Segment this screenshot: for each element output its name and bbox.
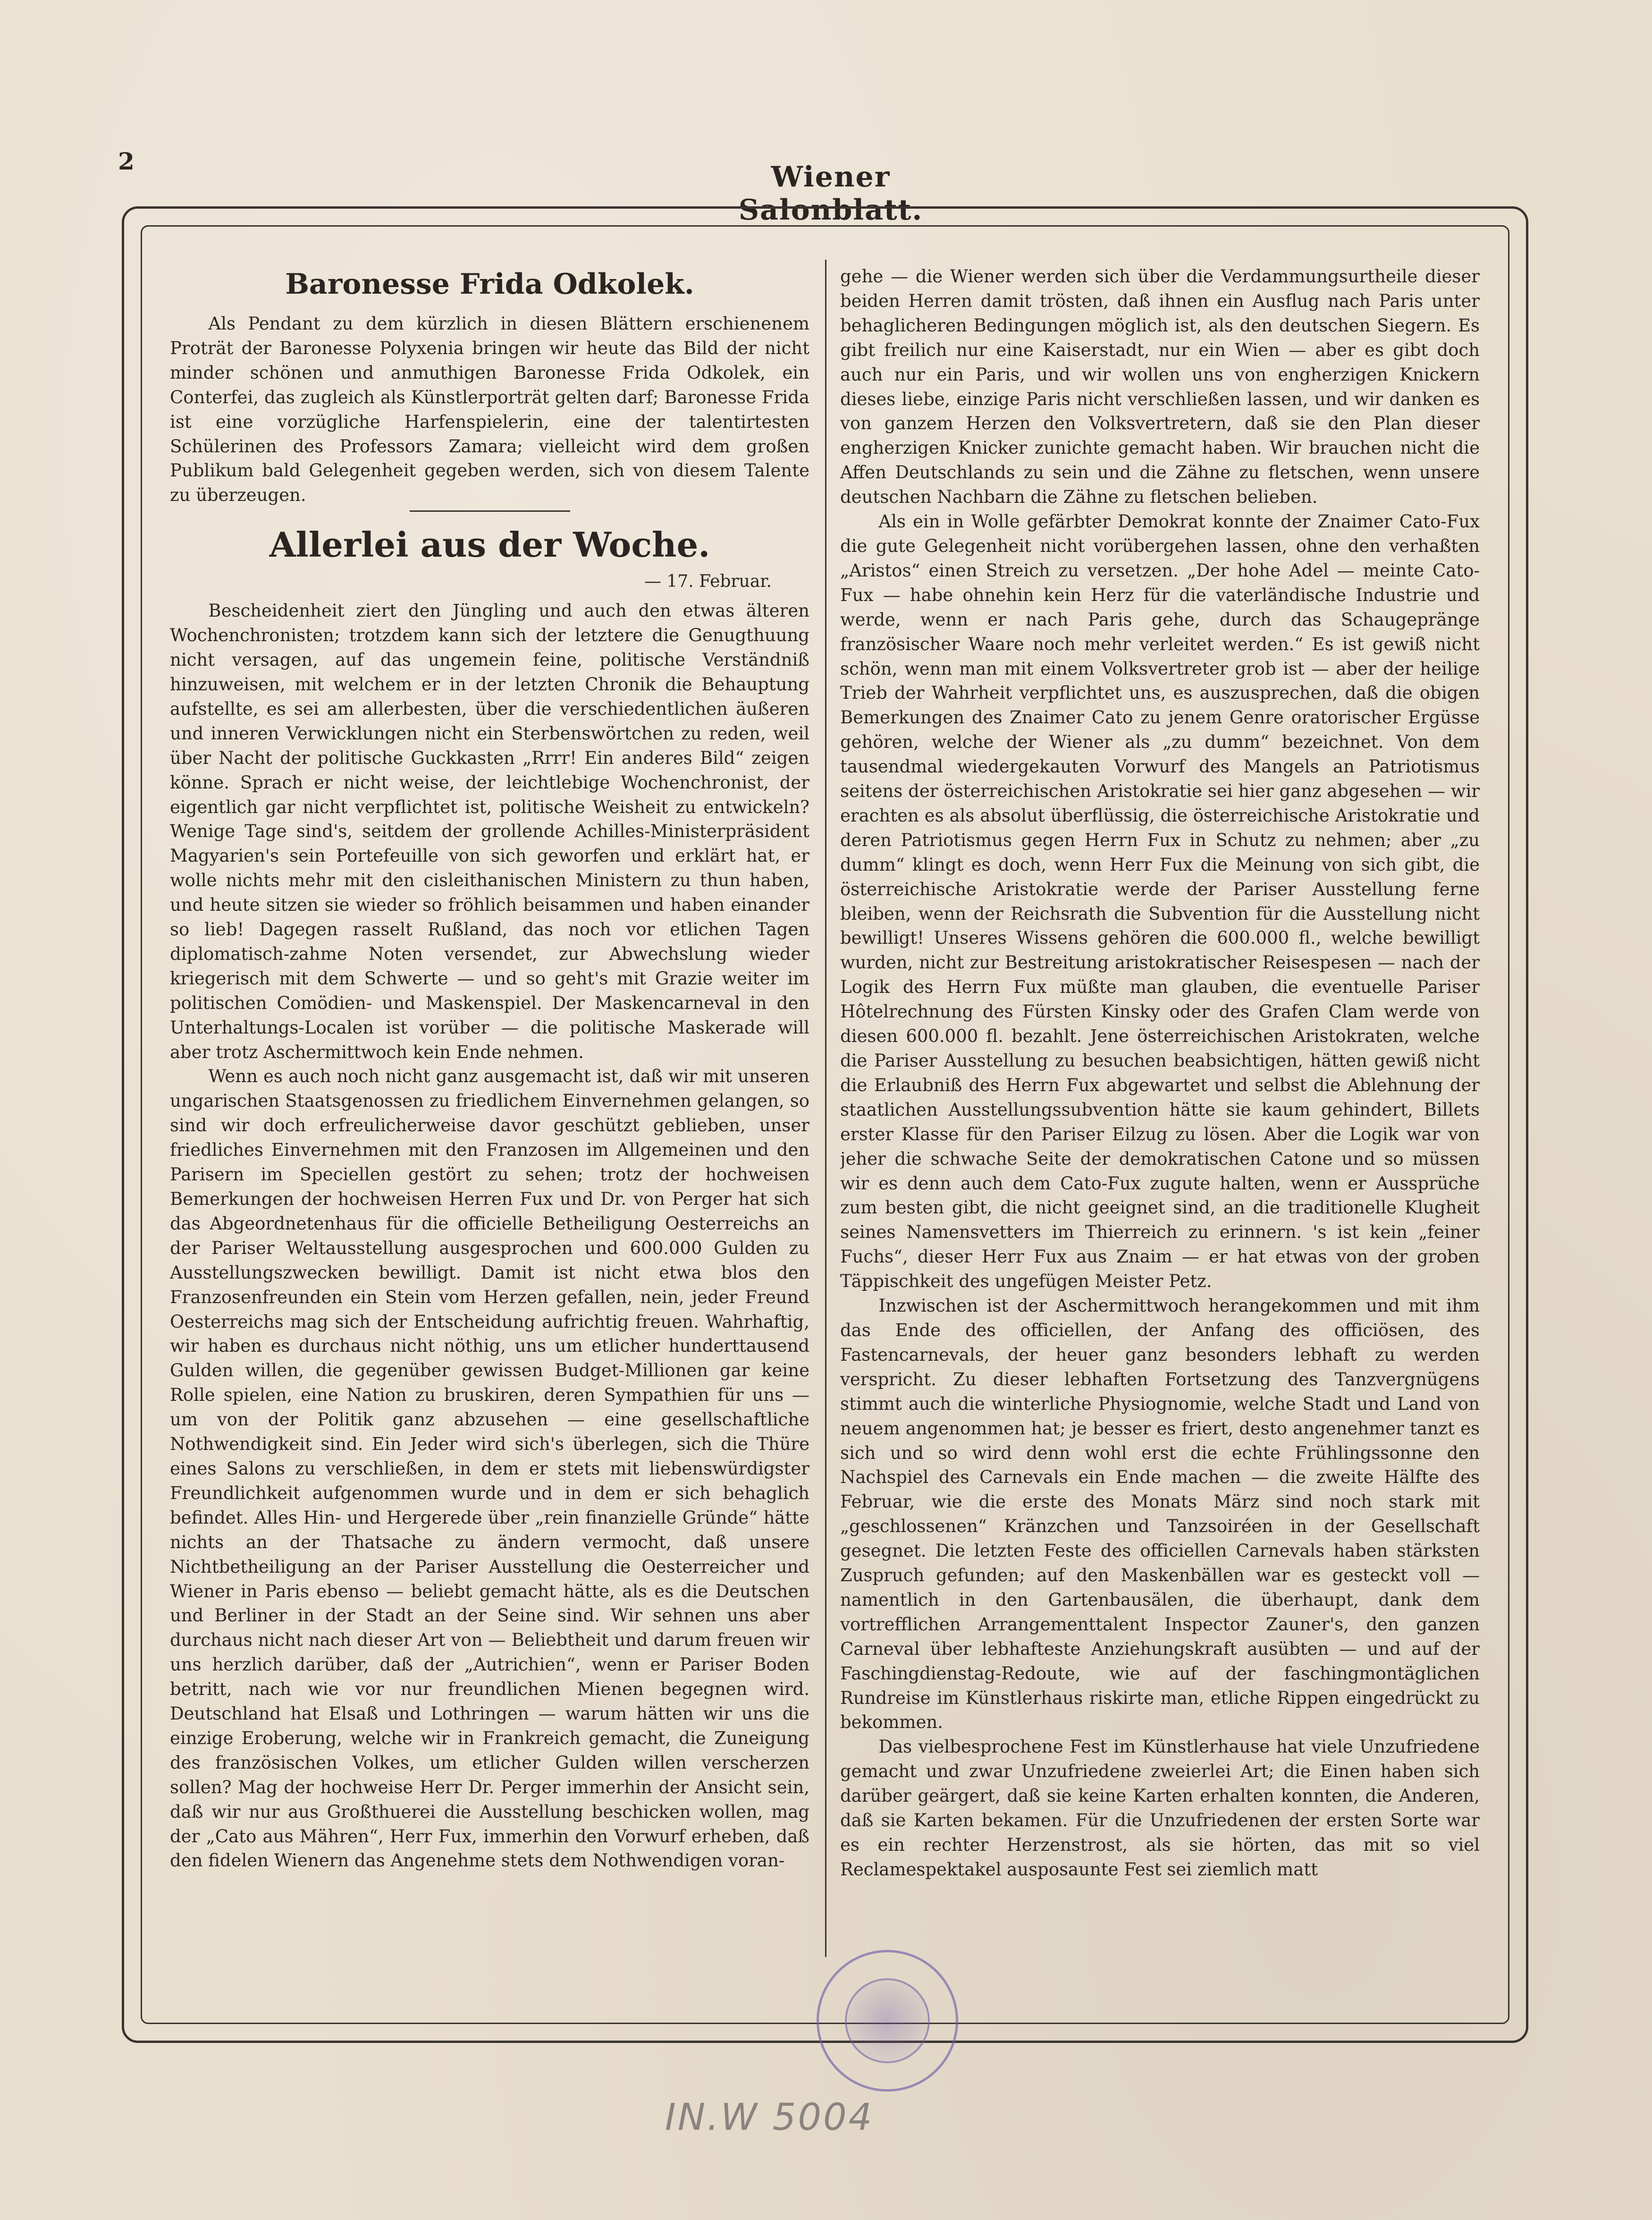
article-paragraph: gehe — die Wiener werden sich über die Verdammungsurtheile dieser beiden Herren damit trösten, daß ihnen ein Ausflug nach Paris unter behaglicheren Bedingungen möglich ist, als den deutschen Siegern. Es gibt freilich nur eine Kaiserstadt, nur ein Wien — aber es gibt doch auch nur ein Paris, und wir wollen uns von engherzigen Knickern dieses liebe, einzige Paris nicht verschließen lassen, und wir danken es von ganzem Herzen den Volksvertretern, daß sie den Plan dieser engherzigen Knicker zunichte gemacht haben. Wir brauchen nicht die Affen Deutschlands zu sein und die Zähne zu fletschen, wenn unsere deutschen Nachbarn die Zähne zu fletschen belieben. — [840, 266, 1480, 508]
article-paragraph: Als ein in Wolle gefärbter Demokrat konnte der Znaimer Cato-Fux die gute Gelegenheit nicht vorübergehen lassen, ohne den verhaßten „Aristos“ einen Streich zu versetzen. „Der hohe Adel — meinte Cato-Fux — habe ohnehin kein Herz für die vaterländische Industrie und werde, wenn er nach Paris gehe, durch das Schaugepränge französischer Waare noch mehr verleitet werden.“ Es ist gewiß nicht schön, wenn man mit einem Volksvertreter grob ist — aber der heilige Trieb der Wahrheit verpflichtet uns, es auszusprechen, daß die obigen Bemerkungen des Znaimer Cato zu jenem Genre oratorischer Ergüsse gehören, welche der Wiener als „zu dumm“ bezeichnet. Von dem tausendmal wiedergekauten Vorwurf des Mangels an Patriotismus seitens der österreichischen Aristokratie sei hier ganz abgesehen — wir erachten es als absolut überflüssig, die österreichische Aristokratie und deren Patriotismus gegen Herrn Fux in Schutz zu nehmen; aber „zu dumm“ klingt es doch, wenn Herr Fux die Meinung von sich gibt, die österreichische Aristokratie werde der Pariser Ausstellung ferne bleiben, wenn der Reichsrath die Subvention für die Ausstellung nicht bewilligt! Unseres Wissens gehören die 600.000 fl., welche bewilligt wurden, nicht zur Bestreitung aristokratischer Reisespesen — nach der Logik des Herrn Fux müßte man glauben, die eventuelle Pariser Hôtelrechnung des Fürsten Kinsky oder des Grafen Clam werde von diesen 600.000 fl. bezahlt. Jene österreichischen Aristokraten, welche die Pariser Ausstellung zu besuchen beabsichtigen, hätten gewiß nicht die Erlaubniß des Herrn Fux abgewartet und selbst die Ablehnung der staatlichen Ausstellungssubvention hätte sie kaum gehindert, Billets erster Klasse für den Pariser Eilzug zu lösen. Aber die Logik war von jeher die schwache Seite der demokratischen Catone und so müssen wir es denn auch dem Cato-Fux zugute halten, wenn er Aussprüche zum besten gibt, die nicht geeignet sind, an die traditionelle Klugheit seines Namensvetters im Thierreich zu erinnern. 's ist kein „feiner Fuchs“, dieser Herr Fux aus Znaim — er hat etwas von der groben Täppischkeit des ungefügen Meister Petz. — [840, 511, 1480, 1292]
headline-baronesse: Baronesse Frida Odkolek. — [285, 268, 694, 301]
handwritten-shelfmark: IN.W 5004 — [665, 2096, 874, 2139]
page-number: 2 — [118, 147, 135, 175]
article-paragraph: Wenn es auch noch nicht ganz ausgemacht ist, daß wir mit unseren ungarischen Staatsgenossen zu friedlichem Einvernehmen gelangen, so sind wir doch erfreulicherweise davor geschützt geblieben, unser friedliches Einvernehmen mit den Franzosen im Allgemeinen und den Parisern im Speciellen gestört zu sehen; trotz der hochweisen Bemerkungen der hochweisen Herren Fux und Dr. von Perger hat sich das Abgeordnetenhaus für die officielle Betheiligung Oesterreichs an der Pariser Weltausstellung ausgesprochen und 600.000 Gulden zu Ausstellungszwecken bewilligt. Damit ist nicht etwa blos den Franzosenfreunden ein Stein vom Herzen gefallen, nein, jeder Freund Oesterreichs mag sich der Entscheidung aufrichtig freuen. Wahrhaftig, wir haben es durchaus nicht nöthig, uns um etlicher hunderttausend Gulden willen, die gegenüber gewissen Budget-Millionen gar keine Rolle spielen, eine Nation zu bruskiren, deren Sympathien für uns — um von der Politik ganz abzusehen — eine gesellschaftliche Nothwendigkeit sind. Ein Jeder wird sich's überlegen, sich die Thüre eines Salons zu verschließen, in dem er stets mit liebenswürdigster Freundlichkeit aufgenommen wurde und in dem er sich behaglich befindet. Alles Hin- und Hergerede über „rein finanzielle Gründe“ hätte nichts an der Thatsache zu ändern vermocht, daß unsere Nichtbetheiligung an der Pariser Ausstellung die Oesterreicher und Wiener in Paris ebenso — beliebt gemacht hätte, als es die Deutschen und Berliner in der Stadt an der Seine sind. Wir sehnen uns aber durchaus nicht nach dieser Art von — Beliebtheit und darum freuen wir uns herzlich darüber, daß der „Autrichien“, wenn er Pariser Boden betritt, nach wie vor nur freundlichen Mienen begegnen wird. Deutschland hat Elsaß und Lothringen — warum hätten wir uns die einzige Eroberung, welche wir in Frankreich gemacht, die Zuneigung des französischen Volkes, um etlicher Gulden willen verscherzen sollen? Mag der hochweise Herr Dr. Perger immerhin der Ansicht sein, daß wir nur aus Großthuerei die Ausstellung beschicken wollen, mag der „Cato aus Mähren“, Herr Fux, immerhin den Vorwurf erheben, daß den fidelen Wienern das Angenehme stets dem Nothwendigen voran- — [170, 1066, 809, 1871]
running-head: Wiener Salonblatt. — [738, 161, 923, 227]
headline-allerlei: Allerlei aus der Woche. — [269, 525, 710, 565]
article-paragraph: Als Pendant zu dem kürzlich in diesen Blättern erschienenem Proträt der Baronesse Polyxenia bringen wir heute das Bild der nicht minder schönen und anmuthigen Baronesse Frida Odkolek, ein Conterfei, das zugleich als Künstlerporträt gelten darf; Baronesse Frida ist eine vorzügliche Harfenspielerin, eine der talentirtesten Schülerinen des Professors Zamara; vielleicht wird dem großen Publikum bald Gelegenheit gegeben werden, sich von diesem Talente zu überzeugen. — [170, 314, 809, 506]
library-stamp — [817, 1950, 958, 2092]
article-paragraph: Das vielbesprochene Fest im Künstlerhause hat viele Unzufriedene gemacht und zwar Unzufriedene zweierlei Art; die Einen haben sich darüber geärgert, daß sie keine Karten erhalten konnten, die Anderen, daß sie Karten bekamen. Für die Unzufriedenen der ersten Sorte war es ein rechter Herzenstrost, als sie hörten, das mit so viel Reclamespektakel ausposaunte Fest sei ziemlich matt — [840, 1737, 1480, 1880]
library-stamp-emblem — [845, 1978, 930, 2063]
article-paragraph: Inzwischen ist der Aschermittwoch herangekommen und mit ihm das Ende des officiellen, der Anfang des officiösen, des Fastencarnevals, der heuer ganz besonders lebhaft zu werden verspricht. Zu dieser lebhaften Fortsetzung des Tanzvergnügens stimmt auch die winterliche Physiognomie, welche Stadt und Land von neuem angenommen hat; je besser es friert, desto angenehmer tanzt es sich und so wird denn wohl erst die echte Frühlingssonne den Nachspiel des Carnevals ein Ende machen — die zweite Hälfte des Februar, wie die erste des Monats März sind noch stark mit „geschlossenen“ Kränzchen und Tanzsoiréen in der Gesellschaft gesegnet. Die letzten Feste des officiellen Carnevals haben stärksten Zuspruch gefunden; auf den Maskenbällen war es gesteckt voll — namentlich in den Gartenbausälen, die überhaupt, dank dem vortrefflichen Arrangementtalent Inspector Zauner's, den ganzen Carneval über lebhafteste Anziehungskraft ausübten — und auf der Faschingdienstag-Redoute, wie auf der faschingmontäglichen Rundreise im Künstlerhaus riskirte man, etliche Rippen eingedrückt zu bekommen. — [840, 1296, 1480, 1733]
left-column — [170, 264, 809, 1945]
right-column — [840, 264, 1480, 1945]
section-divider — [410, 510, 570, 512]
dateline: — 17. Februar. — [644, 572, 772, 592]
article-paragraph: Bescheidenheit ziert den Jüngling und auch den etwas älteren Wochenchronisten; trotzdem kann sich der letztere die Genugthuung nicht versagen, auf das ungemein feine, politische Verständniß hinzuweisen, mit welchem er in der letzten Chronik die Behauptung aufstellte, es sei am allerbesten, über die verschiedentlichen äußeren und inneren Verwicklungen nicht ein Sterbenswörtchen zu reden, weil über Nacht der politische Guckkasten „Rrrr! Ein anderes Bild“ zeigen könne. Sprach er nicht weise, der leichtlebige Wochenchronist, der eigentlich gar nicht verpflichtet ist, politische Weisheit zu entwickeln? Wenige Tage sind's, seitdem der grollende Achilles-Ministerpräsident Magyarien's sein Portefeuille von sich geworfen und erklärt hat, er wolle nichts mehr mit den cisleithanischen Ministern zu thun haben, und heute sitzen sie wieder so fröhlich beisammen und haben einander so lieb! Dagegen rasselt Rußland, das noch vor etlichen Tagen diplomatisch-zahme Noten versendet, zur Abwechslung wieder kriegerisch mit dem Schwerte — und so geht's mit Grazie weiter im politischen Comödien- und Maskenspiel. Der Maskencarneval in den Unterhaltungs-Localen ist vorüber — die politische Maskerade will aber trotz Aschermittwoch kein Ende nehmen. — [170, 601, 809, 1062]
column-rule — [825, 260, 826, 1957]
